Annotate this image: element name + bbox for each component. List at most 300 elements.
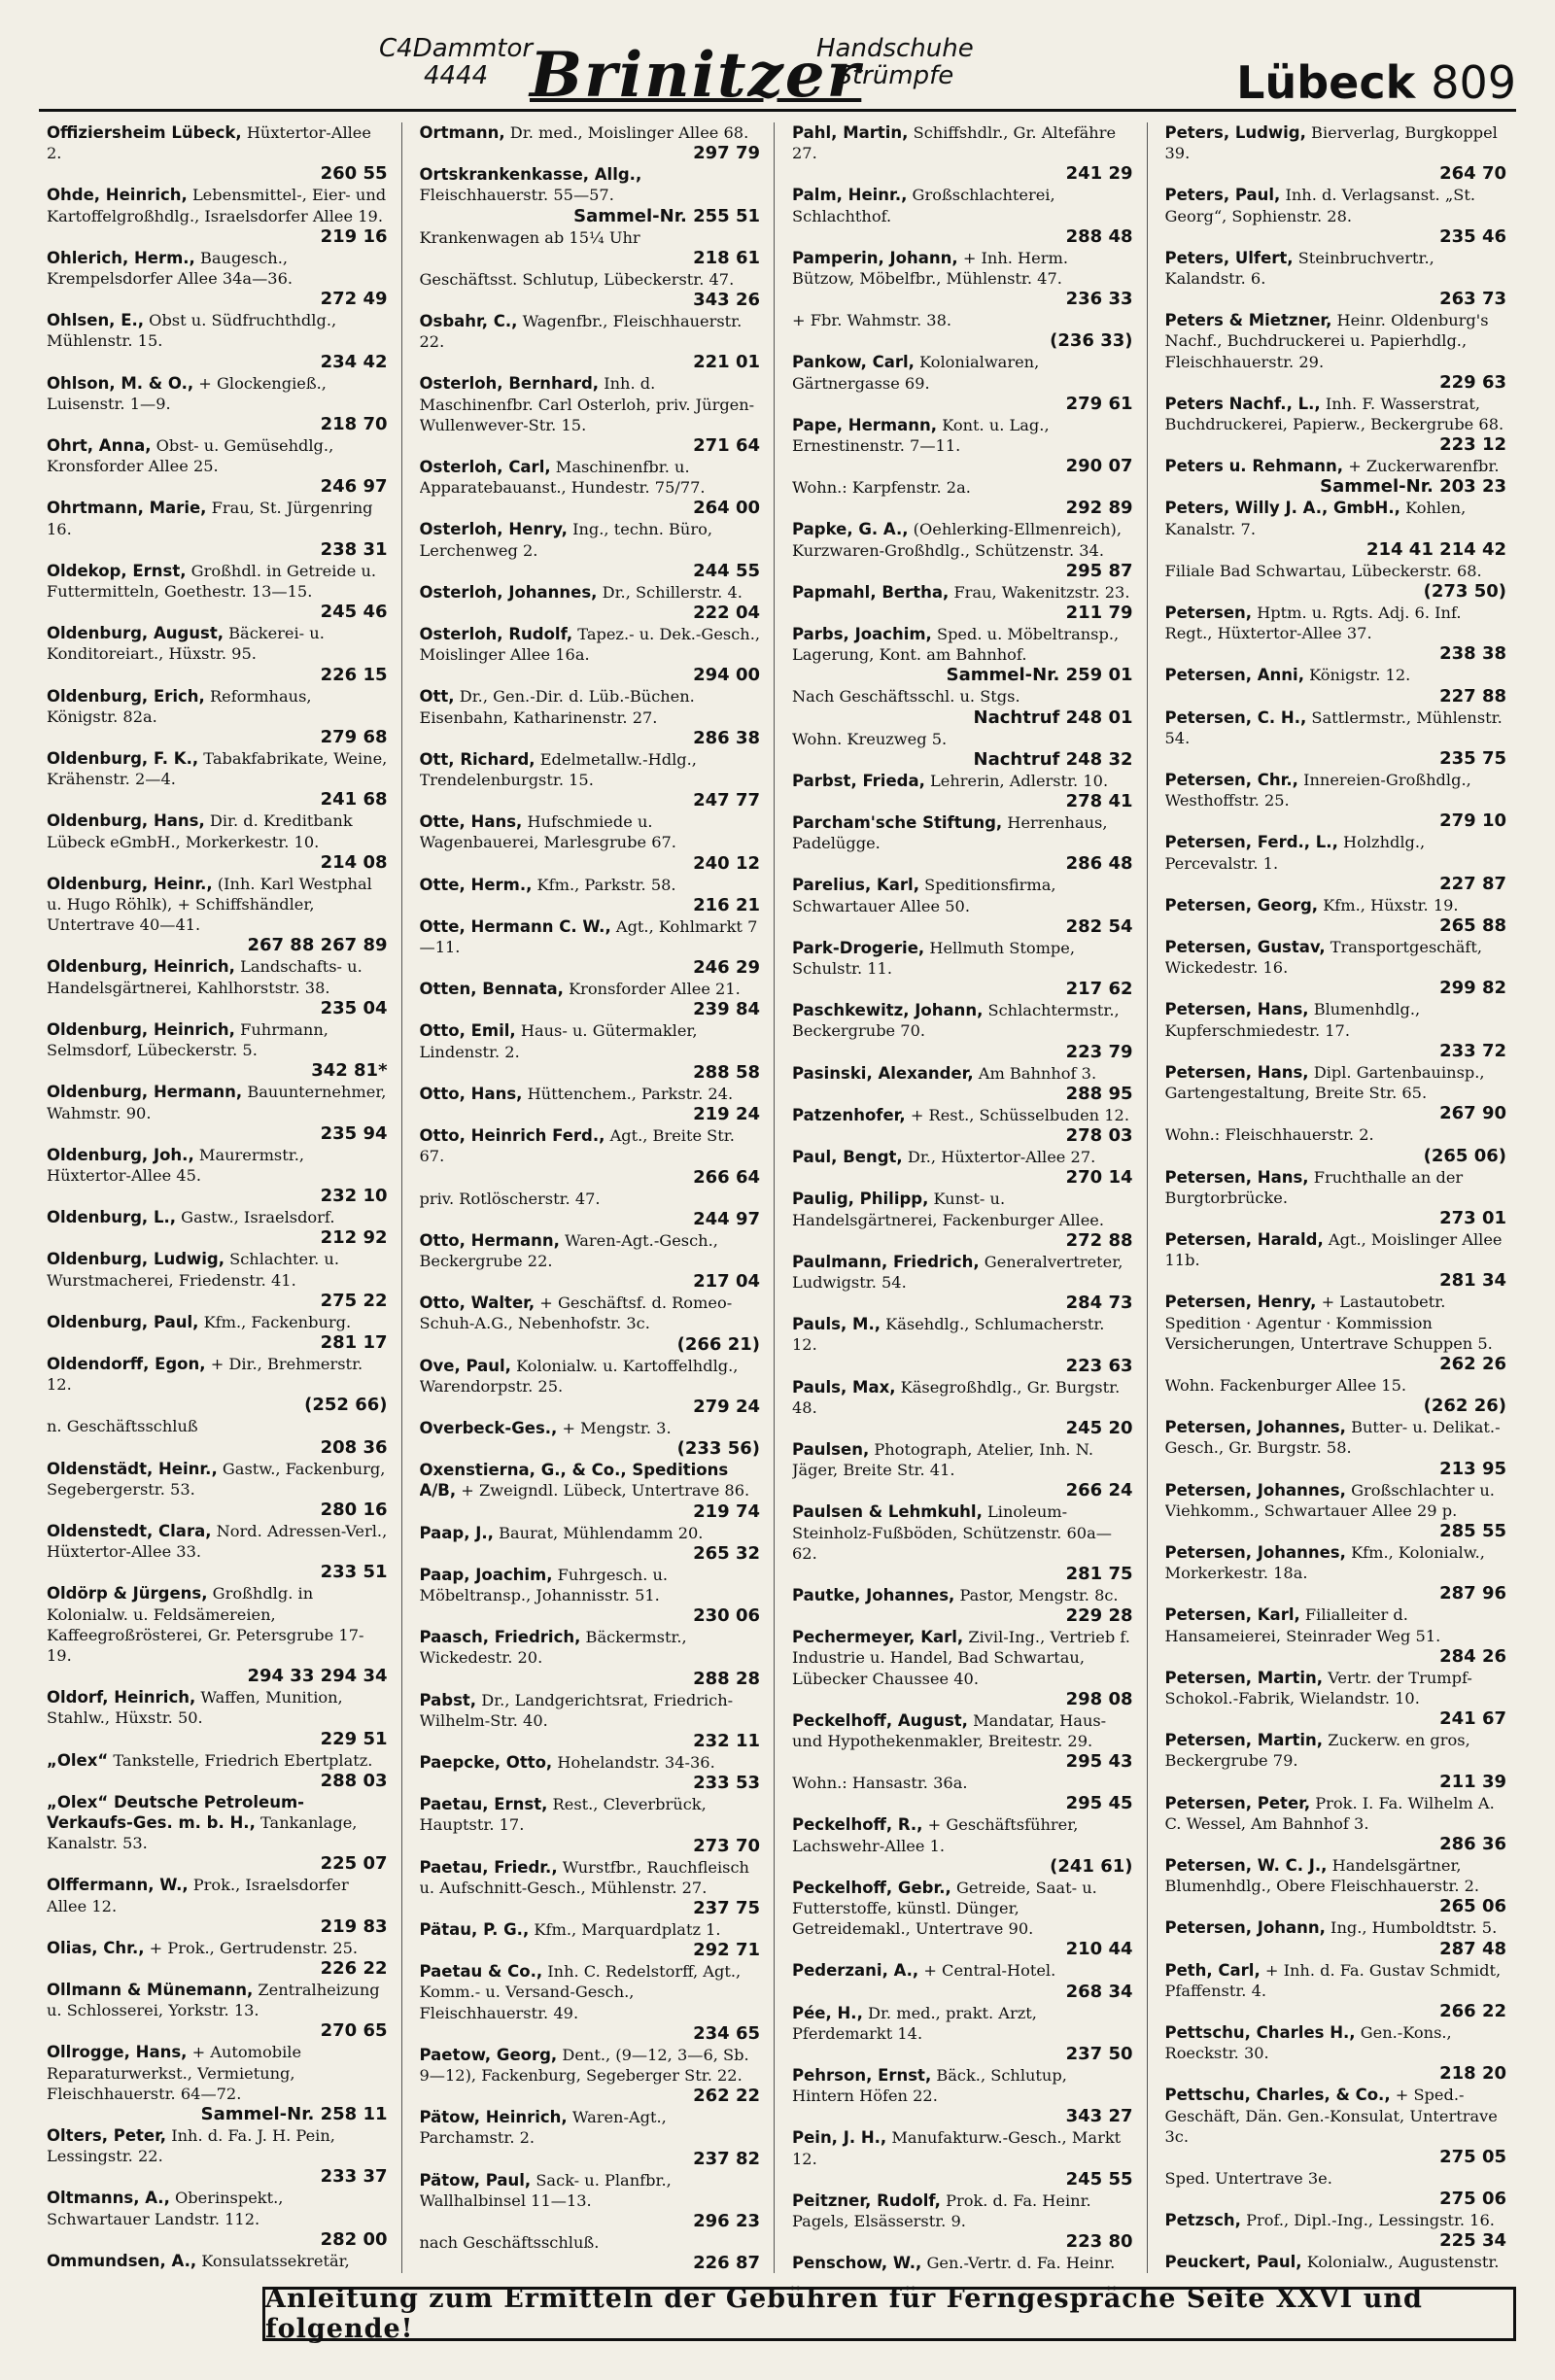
- entry-details: Transportgeschäft, Wickedestr. 16.: [1164, 938, 1483, 978]
- entry-name: Pettschu, Charles H.,: [1164, 2022, 1356, 2042]
- entry-name: Parbst, Frieda,: [792, 771, 925, 790]
- entry-name: Oldekop, Ernst,: [47, 561, 187, 580]
- directory-entry: [420, 2107, 761, 2168]
- directory-entry: [1165, 1960, 1507, 2021]
- phone-number: 342 81*: [311, 1060, 388, 1082]
- directory-entry: [792, 1439, 1133, 1500]
- entry-details: Ing., Humboldtstr. 5.: [1330, 1918, 1498, 1938]
- phone-number: 287 96: [1439, 1583, 1506, 1604]
- phone-number: 245 55: [1065, 2168, 1133, 2190]
- entry-name: Otto, Hermann,: [419, 1230, 560, 1250]
- phone-number: 265 32: [693, 1542, 760, 1564]
- entry-name: Petersen, Harald,: [1164, 1229, 1324, 1249]
- entry-details: Fuhrgesch. u. Möbeltransp., Johannisstr. 51.: [419, 1565, 669, 1604]
- entry-name: Paetow, Georg,: [419, 2045, 558, 2064]
- entry-details: + Inh. Herm. Bützow, Möbelfbr., Mühlenstr. 47.: [792, 248, 1068, 289]
- entry-details: Sped. u. Möbeltransp., Lagerung, Kont. am Bahnhof.: [792, 625, 1120, 665]
- entry-name: Oldenburg, Hans,: [47, 811, 205, 831]
- entry-name: Peth, Carl,: [1164, 1960, 1261, 1980]
- entry-details: Wohn. Fackenburger Allee 15.: [1164, 1375, 1407, 1395]
- directory-entry: [420, 1794, 761, 1855]
- column-1: [47, 122, 402, 2273]
- entry-details: Waffen, Munition, Stahlw., Hüxstr. 50.: [47, 1688, 343, 1728]
- phone-number: 294 33 294 34: [247, 1666, 388, 1687]
- entry-name: Petersen, Johannes,: [1164, 1480, 1346, 1500]
- entry-name: Oldenburg, Hermann,: [47, 1083, 243, 1102]
- entry-name: Pauls, Max,: [792, 1377, 896, 1397]
- phone-number: 226 15: [320, 664, 388, 685]
- entry-name: Ott,: [419, 687, 455, 707]
- entry-name: Petersen, Hans,: [1164, 1000, 1309, 1019]
- phone-number: 267 90: [1439, 1103, 1506, 1124]
- directory-entry: [792, 1501, 1133, 1584]
- entry-name: Otto, Hans,: [419, 1084, 523, 1103]
- entry-name: Peters u. Rehmann,: [1164, 457, 1344, 476]
- entry-details: Dr., Schillerstr. 4.: [602, 582, 743, 602]
- entry-details: Gen.-Kons., Roeckstr. 30.: [1164, 2022, 1452, 2063]
- entry-details: + Sped.-Geschäft, Dän. Gen.-Konsulat, Untertrave 3c.: [1164, 2086, 1498, 2146]
- phone-number: 238 38: [1439, 643, 1506, 665]
- phone-number: 234 65: [693, 2022, 760, 2044]
- entry-details: Tankanlage, Kanalstr. 53.: [47, 1812, 358, 1853]
- entry-details: Hüxtertor-Allee 2.: [47, 123, 371, 163]
- directory-entry: [1165, 456, 1507, 497]
- entry-details: Konsulatssekretär,: [201, 2251, 350, 2270]
- directory-entry: [792, 2003, 1133, 2064]
- entry-name: Pechermeyer, Karl,: [792, 1628, 964, 1647]
- phone-number: 280 16: [320, 1499, 388, 1520]
- entry-name: Oldenburg, Ludwig,: [47, 1250, 225, 1269]
- directory-entry: [1165, 1730, 1507, 1791]
- entry-details: Heinr. Oldenburg's Nachf., Buchdruckerei u. Papierhdlg., Fleischhauerstr. 29.: [1164, 311, 1489, 371]
- directory-entry: [420, 1857, 761, 1918]
- entry-name: Pettschu, Charles, & Co.,: [1164, 2086, 1391, 2105]
- entry-details: Zentralheizung u. Schlosserei, Yorkstr. 13.: [47, 1980, 380, 2020]
- phone-number: 266 24: [1065, 1480, 1133, 1501]
- directory-entry: [792, 1252, 1133, 1313]
- entry-name: Pederzani, A.,: [792, 1961, 919, 1981]
- entry-details: Kfm., Fackenburg.: [203, 1312, 352, 1331]
- entry-name: Petzsch,: [1164, 2211, 1241, 2230]
- entry-details: Dr. med., Moislinger Allee 68.: [509, 123, 749, 142]
- phone-number: 223 12: [1439, 434, 1506, 456]
- phone-number: 292 89: [1065, 498, 1133, 519]
- entry-details: Gastw., Israelsdorf.: [181, 1208, 335, 1227]
- entry-name: Ommundsen, A.,: [47, 2251, 197, 2270]
- entry-name: Paepcke, Otto,: [419, 1752, 553, 1772]
- entry-details: Frau, Wakenitzstr. 23.: [953, 582, 1130, 602]
- entry-details: Lehrerin, Adlerstr. 10.: [930, 771, 1109, 790]
- ad-left-line1: C4Dammtor: [379, 34, 534, 63]
- directory-entry: [792, 1000, 1133, 1061]
- entry-details: nach Geschäftsschluß.: [419, 2233, 600, 2252]
- directory-entry: [47, 310, 388, 371]
- directory-entry: [1165, 603, 1507, 664]
- entry-name: Peters, Ludwig,: [1164, 123, 1306, 142]
- entry-name: Ove, Paul,: [419, 1356, 511, 1375]
- entry-name: Pahl, Martin,: [792, 123, 909, 142]
- phone-number: 219 16: [320, 225, 388, 247]
- ad-right-line1: Handschuhe: [816, 34, 974, 63]
- entry-details: Kolonialwaren, Gärtnergasse 69.: [792, 353, 1040, 393]
- directory-entry: [47, 373, 388, 434]
- phone-number: 229 28: [1065, 1605, 1133, 1627]
- directory-entry: [47, 1416, 388, 1457]
- entry-details: Butter- u. Delikat.-Gesch., Gr. Burgstr. 58.: [1164, 1418, 1501, 1458]
- directory-entry: [420, 227, 761, 268]
- phone-number: 210 44: [1065, 1939, 1133, 1960]
- phone-number: 343 26: [693, 290, 760, 311]
- phone-number: Nachtruf 248 32: [973, 748, 1133, 770]
- directory-entry: [792, 624, 1133, 685]
- directory-entry: [1165, 1855, 1507, 1916]
- directory-entry: [792, 1314, 1133, 1375]
- entry-details: Prok. d. Fa. Heinr. Pagels, Elsässerstr. 9.: [792, 2190, 1091, 2230]
- phone-number: 244 55: [693, 560, 760, 581]
- entry-name: Pauls, M.,: [792, 1315, 881, 1334]
- entry-name: Ollrogge, Hans,: [47, 2043, 188, 2062]
- directory-entry: [420, 1293, 761, 1354]
- directory-entry: [47, 956, 388, 1018]
- entry-name: Otte, Hans,: [419, 812, 523, 832]
- phone-number: 232 10: [320, 1186, 388, 1207]
- phone-number: 245 46: [320, 602, 388, 623]
- entry-name: Oldörp & Jürgens,: [47, 1584, 208, 1604]
- phone-number: 208 36: [320, 1436, 388, 1458]
- entry-details: Krankenwagen ab 15¼ Uhr: [419, 227, 640, 247]
- entry-details: Manufakturw.-Gesch., Markt 12.: [792, 2128, 1122, 2168]
- directory-entry: [420, 164, 761, 225]
- entry-details: + Automobile Reparaturwerkst., Vermietung, Fleischhauerstr. 64—72.: [47, 2043, 302, 2103]
- entry-details: Agt., Breite Str. 67.: [419, 1126, 735, 1166]
- directory-entry: [47, 1354, 388, 1415]
- entry-details: + Geschäftsf. d. Romeo-Schuh-A.G., Nebenhofstr. 3c.: [419, 1293, 733, 1333]
- entry-name: Pautke, Johannes,: [792, 1585, 955, 1604]
- phone-number: 264 70: [1439, 163, 1506, 185]
- phone-number: 211 39: [1439, 1771, 1506, 1792]
- entry-name: Olias, Chr.,: [47, 1938, 145, 1957]
- phone-number: 299 82: [1439, 978, 1506, 999]
- entry-details: + Zuckerwarenfbr.: [1348, 457, 1500, 476]
- entry-name: Penschow, W.,: [792, 2254, 922, 2273]
- entry-details: Ing., techn. Büro, Lerchenweg 2.: [419, 520, 712, 560]
- phone-number: 246 97: [320, 476, 388, 498]
- entry-name: Otte, Hermann C. W.,: [419, 916, 611, 936]
- entry-details: Baugesch., Krempelsdorfer Allee 34a—36.: [47, 248, 294, 289]
- directory-entry: [420, 875, 761, 915]
- entry-details: Schlachter. u. Wurstmacherei, Friedenstr. 41.: [47, 1250, 339, 1290]
- phone-number: 219 24: [693, 1104, 760, 1125]
- ad-left-line2: 4444: [423, 61, 489, 90]
- phone-number: 284 73: [1065, 1293, 1133, 1314]
- header-rule: [39, 109, 1516, 112]
- phone-number: 239 84: [693, 999, 760, 1020]
- phone-number: 298 08: [1065, 1688, 1133, 1709]
- entry-details: Handelsgärtner, Blumenhdlg., Obere Fleischhauerstr. 2.: [1164, 1855, 1480, 1896]
- entry-details: Sattlermstr., Mühlenstr. 54.: [1164, 707, 1503, 747]
- page-header: [39, 29, 1516, 121]
- entry-name: Osterloh, Johannes,: [419, 582, 598, 602]
- entry-details: Reformhaus, Königstr. 82a.: [47, 686, 312, 726]
- phone-number: (266 21): [676, 1333, 760, 1355]
- phone-number: (236 33): [1050, 330, 1133, 352]
- phone-number: (241 61): [1050, 1855, 1133, 1877]
- entry-details: Hohelandstr. 34-36.: [557, 1752, 715, 1772]
- entry-name: Petersen, Karl,: [1164, 1605, 1300, 1625]
- phone-number: (252 66): [304, 1395, 388, 1416]
- phone-number: 241 68: [320, 789, 388, 811]
- entry-name: Oldenburg, Heinrich,: [47, 957, 235, 977]
- entry-details: Bäck., Schlutup, Hintern Höfen 22.: [792, 2065, 1067, 2106]
- phone-number: 225 34: [1439, 2230, 1506, 2252]
- entry-name: Pein, J. H.,: [792, 2128, 887, 2148]
- phone-number: 290 07: [1065, 456, 1133, 477]
- entry-name: Osterloh, Carl,: [419, 458, 551, 477]
- phone-number: 218 20: [1439, 2063, 1506, 2085]
- phone-number: 265 88: [1439, 915, 1506, 937]
- entry-details: Sack- u. Planfbr., Wallhalbinsel 11—13.: [419, 2170, 672, 2210]
- entry-name: Petersen, Georg,: [1164, 895, 1319, 914]
- directory-entry: [792, 122, 1133, 184]
- phone-number: 292 71: [693, 1940, 760, 1961]
- entry-details: Tapez.- u. Dek.-Gesch., Moislinger Allee 16a.: [419, 625, 761, 665]
- phone-number: 278 03: [1065, 1125, 1133, 1147]
- directory-entry: [792, 1710, 1133, 1772]
- directory-entry: [792, 352, 1133, 413]
- phone-number: 212 92: [320, 1227, 388, 1249]
- phone-number: 237 82: [693, 2148, 760, 2169]
- directory-entry: [792, 729, 1133, 770]
- phone-number: 227 88: [1439, 685, 1506, 707]
- phone-number: 271 64: [693, 435, 760, 457]
- directory-entry: [420, 1565, 761, 1626]
- entry-details: Fruchthalle an der Burgtorbrücke.: [1164, 1167, 1464, 1207]
- entry-name: Pankow, Carl,: [792, 353, 915, 372]
- entry-details: Vertr. der Trumpf-Schokol.-Fabrik, Wielandstr. 10.: [1164, 1668, 1472, 1707]
- column-3: [792, 122, 1148, 2273]
- phone-number: 343 27: [1065, 2106, 1133, 2127]
- directory-entry: [420, 1020, 761, 1082]
- entry-details: Agt., Moislinger Allee 11b.: [1164, 1229, 1503, 1270]
- directory-entry: [1165, 310, 1507, 393]
- entry-name: Oldenburg, Heinr.,: [47, 874, 213, 893]
- entry-name: Petersen, Ferd., L.,: [1164, 833, 1338, 852]
- directory-entry: [792, 310, 1133, 351]
- ad-dammtor: [379, 35, 533, 89]
- entry-details: Hellmuth Stompe, Schulstr. 11.: [792, 938, 1076, 979]
- entry-details: + Dir., Brehmerstr. 12.: [47, 1354, 363, 1395]
- phone-number: 268 34: [1065, 1981, 1133, 2002]
- entry-details: Herrenhaus, Padelügge.: [792, 813, 1108, 853]
- phone-number: 286 38: [693, 727, 760, 748]
- phone-number: 296 23: [693, 2211, 760, 2231]
- entry-name: Petersen, Johannes,: [1164, 1418, 1346, 1437]
- entry-details: Am Bahnhof 3.: [978, 1063, 1097, 1083]
- directory-entry: [792, 1814, 1133, 1876]
- directory-entry: [47, 1082, 388, 1143]
- directory-entry: [420, 457, 761, 518]
- phone-number: 236 33: [1065, 289, 1133, 310]
- entry-details: Linoleum-Steinholz-Fußböden, Schützenstr. 60a—62.: [792, 1502, 1112, 1563]
- directory-entry: [1165, 1292, 1507, 1374]
- phone-number: 297 79: [693, 143, 760, 164]
- entry-name: Petersen, Anni,: [1164, 666, 1304, 685]
- entry-details: Dr. med., prakt. Arzt, Pferdemarkt 14.: [792, 2003, 1037, 2043]
- entry-name: Ohlerich, Herm.,: [47, 248, 195, 267]
- phone-number: Nachtruf 248 01: [973, 707, 1133, 728]
- entry-details: + Glockengieß., Luisenstr. 1—9.: [47, 373, 327, 413]
- entry-name: Petersen, W. C. J.,: [1164, 1855, 1328, 1875]
- directory-entry: [792, 1147, 1133, 1188]
- entry-details: + Central-Hotel.: [923, 1961, 1056, 1981]
- ad-right-line2: Strümpfe: [836, 61, 954, 90]
- directory-entry: [47, 1938, 388, 1979]
- phone-number: 288 48: [1065, 225, 1133, 247]
- entry-name: „Olex“: [47, 1750, 109, 1770]
- directory-entry: [792, 415, 1133, 476]
- entry-name: Petersen, Hans,: [1164, 1167, 1309, 1187]
- directory-entry: [792, 1627, 1133, 1709]
- directory-entry: [420, 624, 761, 685]
- directory-entry: [420, 373, 761, 456]
- entry-details: + Fbr. Wahmstr. 38.: [792, 311, 952, 330]
- entry-details: Maurermstr., Hüxtertor-Allee 45.: [47, 1145, 304, 1185]
- phone-number: 284 26: [1439, 1645, 1506, 1667]
- phone-number: 246 29: [693, 957, 760, 979]
- entry-name: Paetau, Friedr.,: [419, 1857, 558, 1877]
- directory-entry: [47, 1875, 388, 1936]
- directory-entry: [792, 812, 1133, 874]
- entry-details: + Inh. d. Fa. Gustav Schmidt, Pfaffenstr. 4.: [1164, 1960, 1502, 2000]
- phone-number: 278 41: [1065, 791, 1133, 812]
- entry-name: Paul, Bengt,: [792, 1148, 903, 1167]
- directory-entry: [1165, 665, 1507, 706]
- phone-number: 286 36: [1439, 1833, 1506, 1854]
- directory-entry: [1165, 1542, 1507, 1604]
- entry-details: Bäckerei- u. Konditoreiart., Hüxstr. 95.: [47, 624, 325, 664]
- entry-name: Ollmann & Münemann,: [47, 1980, 254, 1999]
- entry-details: Waren-Agt.-Gesch., Beckergrube 22.: [419, 1230, 718, 1270]
- entry-name: Osterloh, Henry,: [419, 520, 568, 539]
- entry-details: Geschäftsst. Schlutup, Lübeckerstr. 47.: [419, 269, 735, 289]
- phone-number: 279 10: [1439, 811, 1506, 832]
- directory-entry: [792, 1878, 1133, 1960]
- entry-name: Petersen, Martin,: [1164, 1668, 1324, 1687]
- entry-name: Oldenstädt, Heinr.,: [47, 1459, 218, 1478]
- directory-entry: [47, 561, 388, 622]
- entry-details: Nach Geschäftsschl. u. Stgs.: [792, 687, 1020, 707]
- directory-entry: [47, 498, 388, 559]
- phone-number: 281 34: [1439, 1270, 1506, 1292]
- entry-name: Oldenburg, Paul,: [47, 1312, 199, 1331]
- entry-details: Kunst- u. Handelsgärtnerei, Fackenburger Allee.: [792, 1190, 1105, 1229]
- entry-details: Zuckerw. en gros, Beckergrube 79.: [1164, 1731, 1470, 1771]
- phone-number: 288 03: [320, 1770, 388, 1791]
- directory-entry: [47, 748, 388, 810]
- directory-entry: [420, 122, 761, 163]
- entry-details: Inh. d. Verlagsanst. „St. Georg“, Sophienstr. 28.: [1164, 186, 1475, 225]
- directory-entry: [1165, 1793, 1507, 1854]
- entry-name: Otto, Walter,: [419, 1293, 536, 1313]
- entry-name: Pehrson, Ernst,: [792, 2065, 932, 2085]
- phone-number: 288 28: [693, 1668, 760, 1689]
- entry-name: Pasinski, Alexander,: [792, 1063, 974, 1083]
- entry-name: Otto, Heinrich Ferd.,: [419, 1126, 605, 1146]
- entry-details: Nord. Adressen-Verl., Hüxtertor-Allee 33.: [47, 1521, 388, 1562]
- entry-details: Prof., Dipl.-Ing., Lessingstr. 16.: [1246, 2211, 1495, 2230]
- entry-details: Kolonialw. u. Kartoffelhdlg., Warendorpstr. 25.: [419, 1356, 739, 1396]
- entry-details: Hufschmiede u. Wagenbauerei, Marlesgrube 67.: [419, 812, 676, 852]
- phone-number: 219 74: [693, 1500, 760, 1522]
- directory-entry: [47, 2251, 388, 2273]
- directory-entry: [47, 1019, 388, 1081]
- entry-details: Kohlen, Kanalstr. 7.: [1164, 499, 1467, 538]
- entry-details: Lebensmittel-, Eier- und Kartoffelgroßhdlg., Israelsdorfer Allee 19.: [47, 186, 387, 225]
- entry-name: Paulsen & Lehmkuhl,: [792, 1502, 983, 1522]
- phone-number: 262 22: [693, 2086, 760, 2107]
- entry-name: Osterloh, Rudolf,: [419, 625, 573, 644]
- directory-columns: [47, 122, 1520, 2273]
- entry-name: Park-Drogerie,: [792, 938, 925, 957]
- directory-entry: [47, 1583, 388, 1686]
- directory-entry: [1165, 122, 1507, 184]
- entry-details: Oberinspekt., Schwartauer Landstr. 112.: [47, 2189, 284, 2228]
- entry-name: Oldendorff, Egon,: [47, 1354, 206, 1373]
- entry-name: Oldenburg, L.,: [47, 1208, 176, 1227]
- phone-number: 286 48: [1065, 853, 1133, 875]
- directory-entry: [792, 1105, 1133, 1146]
- entry-name: Petersen, C. H.,: [1164, 707, 1307, 727]
- phone-number: 282 00: [320, 2228, 388, 2250]
- entry-details: Hptm. u. Rgts. Adj. 6. Inf. Regt., Hüxtertor-Allee 37.: [1164, 604, 1462, 643]
- entry-name: Peters, Ulfert,: [1164, 248, 1294, 267]
- entry-name: Oldenburg, F. K.,: [47, 749, 199, 769]
- directory-entry: [792, 1377, 1133, 1438]
- entry-details: Filialleiter d. Hansameierei, Steinrader Weg 51.: [1164, 1605, 1441, 1645]
- directory-entry: [47, 2042, 388, 2124]
- entry-name: Paulig, Philipp,: [792, 1190, 929, 1209]
- entry-name: Paetau, Ernst,: [419, 1795, 548, 1814]
- directory-entry: [47, 1687, 388, 1748]
- directory-entry: [420, 1084, 761, 1124]
- entry-details: Maschinenfbr. u. Apparatebauanst., Hundestr. 75/77.: [419, 458, 706, 498]
- entry-details: Wohn.: Fleischhauerstr. 2.: [1164, 1125, 1374, 1145]
- phone-number: 213 95: [1439, 1458, 1506, 1479]
- directory-entry: [792, 1585, 1133, 1626]
- entry-name: Overbeck-Ges.,: [419, 1418, 558, 1437]
- directory-entry: [1165, 1604, 1507, 1666]
- phone-number: 295 43: [1065, 1751, 1133, 1773]
- entry-details: priv. Rotlöscherstr. 47.: [419, 1189, 601, 1208]
- directory-entry: [792, 2127, 1133, 2189]
- phone-number: 219 83: [320, 1915, 388, 1937]
- directory-entry: [420, 519, 761, 580]
- entry-name: Peckelhoff, R.,: [792, 1815, 923, 1835]
- entry-details: Mandatar, Haus- und Hypothekenmakler, Breitestr. 29.: [792, 1710, 1107, 1750]
- entry-name: Ohrt, Anna,: [47, 436, 152, 456]
- directory-entry: [47, 2125, 388, 2187]
- directory-entry: [47, 1521, 388, 1582]
- entry-name: Petersen, Gustav,: [1164, 938, 1326, 957]
- entry-details: + Zweigndl. Lübeck, Untertrave 86.: [461, 1481, 750, 1500]
- phone-number: 235 75: [1439, 748, 1506, 770]
- directory-entry: [47, 435, 388, 497]
- directory-entry: [1165, 1480, 1507, 1541]
- entry-name: Pätow, Paul,: [419, 2170, 532, 2190]
- directory-entry: [420, 582, 761, 623]
- phone-number: 260 55: [320, 163, 388, 185]
- phone-number: 233 37: [320, 2166, 388, 2188]
